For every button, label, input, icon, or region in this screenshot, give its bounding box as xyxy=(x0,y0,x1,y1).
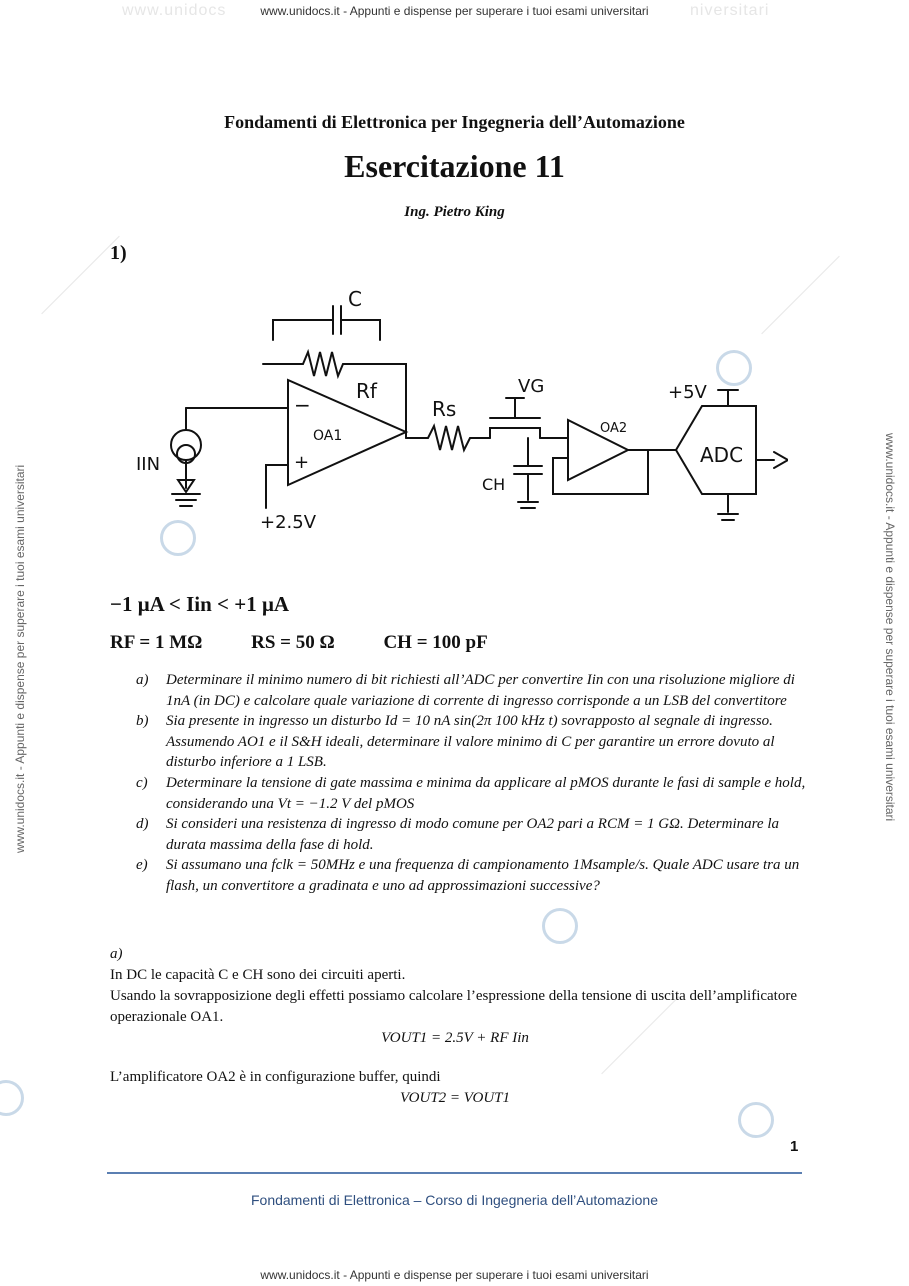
page-number: 1 xyxy=(790,1138,799,1155)
label-vcm: +2.5V xyxy=(260,512,317,533)
footer: Fondamenti di Elettronica – Corso di Ingegneria dell’Automazione xyxy=(250,1192,658,1208)
list-item: d) Si consideri una resistenza di ingresso di modo comune per OA2 pari a RCM = 1 GΩ. Determinare la durata massima della fase di hold. xyxy=(136,816,780,853)
question-items xyxy=(136,670,806,897)
page-title: Esercitazione 11 xyxy=(344,148,565,184)
watermark-left: www.unidocs.it - Appunti e dispense per superare i tuoi esami universitari xyxy=(13,464,27,853)
label-rf: Rf xyxy=(356,379,377,403)
watermark-ghost-left: www.unidocs xyxy=(122,2,227,19)
unidocs-logo-icon xyxy=(0,1080,24,1116)
label-oa2: OA2 xyxy=(600,421,628,436)
equation-vout2: VOUT2 = VOUT1 xyxy=(399,1090,511,1106)
label-ch: CH xyxy=(482,475,506,494)
label-adc: ADC xyxy=(700,443,744,467)
parameters xyxy=(110,632,710,654)
label-vdd: +5V xyxy=(668,382,707,403)
watermark-top: www.unidocs.it - Appunti e dispense per superare i tuoi esami universitari xyxy=(260,4,649,18)
unidocs-logo-icon xyxy=(542,908,578,944)
label-oa1: OA1 xyxy=(313,428,343,444)
list-item: c) Determinare la tensione di gate massima e minima da applicare al pMOS durante le fasi di sample e hold, considerando una Vt = −1.2 V del pMOS xyxy=(136,774,806,812)
param-ch: CH = 100 pF xyxy=(383,632,488,653)
watermark-bottom: www.unidocs.it - Appunti e dispense per superare i tuoi esami universitari xyxy=(260,1268,649,1282)
param-rf: RF = 1 MΩ xyxy=(110,632,203,653)
question-number: 1) xyxy=(110,242,127,264)
equation-vout1: VOUT1 = 2.5V + RF Iin xyxy=(381,1030,529,1046)
label-plus: + xyxy=(294,452,310,473)
solution xyxy=(110,944,800,1109)
label-rs: Rs xyxy=(432,397,457,421)
watermark-diagonal xyxy=(41,236,119,314)
solution-label: a) xyxy=(110,946,123,962)
list-item: b) Sia presente in ingresso un disturbo Id = 10 nA sin(2π 100 kHz t) sovrapposto al segnale di ingresso. Assumendo AO1 e il S&H ideali, determinare il valore minimo di C per garantire un errore dovuto al disturbo inferiore a 1 LSB. xyxy=(136,713,775,771)
label-vg: VG xyxy=(518,376,545,397)
param-rs: RS = 50 Ω xyxy=(251,632,335,653)
list-item: a) Determinare il minimo numero di bit richiesti all’ADC per convertire Iin con una risoluzione migliore di 1nA (in DC) e calcolare quale variazione di corrente di ingresso corrisponde a un LSB del convertitore xyxy=(136,672,795,709)
author: Ing. Pietro King xyxy=(404,204,505,220)
solution-line: L’amplificatore OA2 è in configurazione buffer, quindi xyxy=(110,1069,441,1085)
footer-divider xyxy=(107,1172,802,1174)
label-minus: − xyxy=(294,393,311,417)
list-item: e) Si assumano una fclk = 50MHz e una frequenza di campionamento 1Msample/s. Quale ADC usare tra un flash, un convertitore a gradinata e uno ad approssimazioni successive? xyxy=(136,857,800,894)
circuit-diagram xyxy=(128,280,788,540)
course-heading: Fondamenti di Elettronica per Ingegneria dell’Automazione xyxy=(224,112,685,132)
label-c: C xyxy=(348,287,362,311)
input-range: −1 μA < Iin < +1 μA xyxy=(110,592,290,616)
solution-line: Usando la sovrapposizione degli effetti possiamo calcolare l’espressione della tensione di uscita dell’amplificatore operazionale OA1. xyxy=(110,988,797,1025)
label-iin: IIN xyxy=(136,454,161,475)
solution-line: In DC le capacità C e CH sono dei circuiti aperti. xyxy=(110,967,406,983)
watermark-ghost-right: niversitari xyxy=(690,2,770,19)
watermark-right: www.unidocs.it - Appunti e dispense per superare i tuoi esami universitari xyxy=(883,433,897,822)
